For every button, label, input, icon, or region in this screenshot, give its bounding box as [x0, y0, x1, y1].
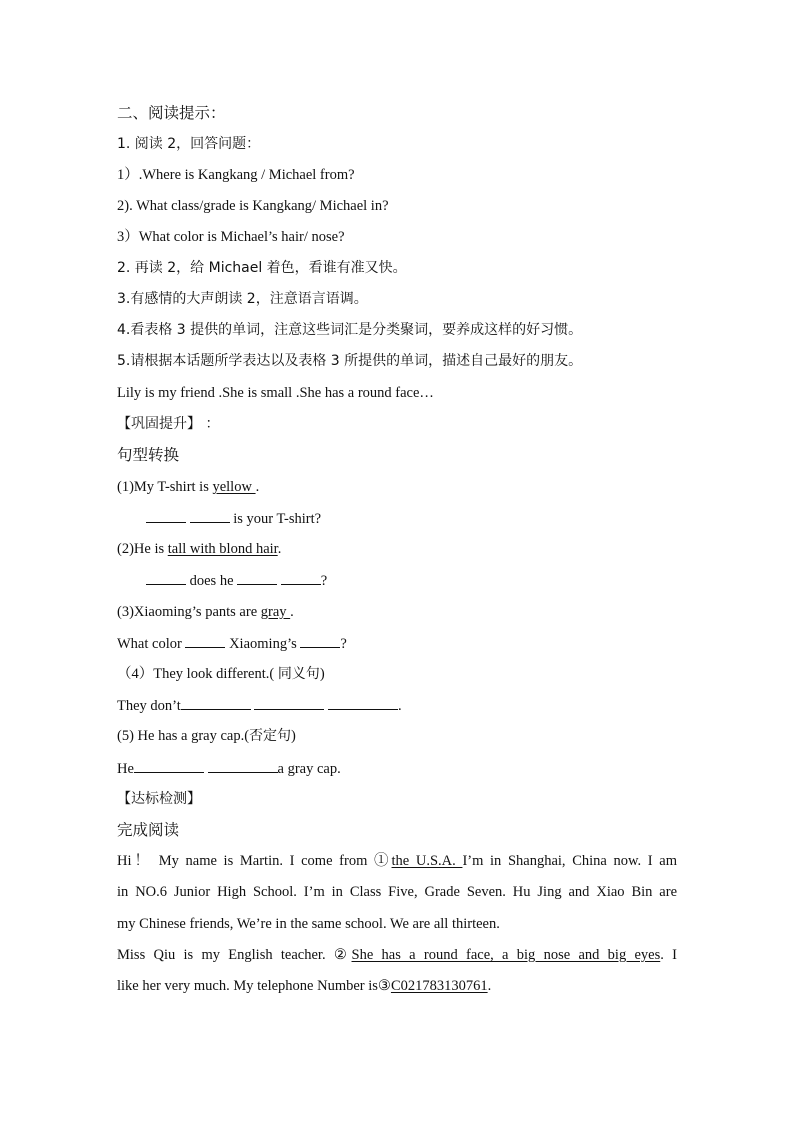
answer-blank[interactable] — [134, 758, 204, 773]
instruction-2: 2. 再读 2，给 Michael 着色，看谁有准又快。 — [117, 260, 407, 276]
test-heading: 【达标检测】 — [117, 791, 201, 807]
answer-blank[interactable] — [237, 570, 277, 585]
answer-blank[interactable] — [254, 695, 324, 710]
reading-heading: 完成阅读 — [117, 821, 180, 839]
answer-blank[interactable] — [146, 570, 186, 585]
exercise-2-underlined: tall with blond hair — [167, 541, 278, 557]
passage-underlined-2: She has a round face, a big nose and big eyes — [351, 947, 661, 963]
answer-blank[interactable] — [146, 508, 186, 523]
exercise-3: (3)Xiaoming’s pants are gray . — [117, 604, 294, 620]
sentence-transform-heading: 句型转换 — [117, 446, 180, 464]
instruction-1: 1. 阅读 2，回答问题： — [117, 136, 261, 152]
question-3: 3）What color is Michael’s hair/ nose? — [117, 229, 345, 245]
exercise-3-answer: What color Xiaoming’s ? — [117, 633, 347, 654]
instruction-5: 5.请根据本话题所学表达以及表格 3 所提供的单词，描述自己最好的朋友。 — [117, 353, 583, 369]
passage-underlined-3: C021783130761 — [390, 978, 488, 994]
exercise-2-answer: does he ? — [146, 570, 327, 591]
exercise-4-answer: They don’t . — [117, 695, 402, 716]
answer-blank[interactable] — [300, 633, 340, 648]
passage-line-3: my Chinese friends, We’re in the same school. We are all thirteen. — [117, 916, 500, 932]
instruction-3: 3.有感情的大声朗读 2，注意语言语调。 — [117, 291, 368, 307]
exercise-5-answer: He a gray cap. — [117, 758, 341, 779]
answer-blank[interactable] — [181, 695, 251, 710]
question-1: 1）.Where is Kangkang / Michael from? — [117, 167, 355, 183]
passage-line-1: Hi！ My name is Martin. I come from ①the U.S.A. I’m in Shanghai, China now. I am — [117, 853, 677, 869]
passage-line-4: Miss Qiu is my English teacher. ②She has a round face, a big nose and big eyes. I — [117, 947, 677, 963]
answer-blank[interactable] — [281, 570, 321, 585]
exercise-5: (5) He has a gray cap.(否定句) — [117, 728, 296, 744]
section-title: 二、阅读提示： — [117, 104, 226, 122]
exercise-1-underlined: yellow — [212, 479, 256, 495]
answer-blank[interactable] — [208, 758, 278, 773]
instruction-4: 4.看表格 3 提供的单词，注意这些词汇是分类聚词，要养成这样的好习惯。 — [117, 322, 583, 338]
passage-line-2: in NO.6 Junior High School. I’m in Class Five, Grade Seven. Hu Jing and Xiao Bin are — [117, 884, 677, 900]
answer-blank[interactable] — [190, 508, 230, 523]
passage-underlined-1: the U.S.A. — [391, 853, 463, 869]
question-2: 2). What class/grade is Kangkang/ Michael in? — [117, 198, 389, 214]
consolidate-heading: 【巩固提升】 ： — [117, 416, 220, 432]
passage-line-5: like her very much. My telephone Number is③C021783130761. — [117, 978, 492, 994]
exercise-2: (2)He is tall with blond hair. — [117, 541, 282, 557]
example-description: Lily is my friend .She is small .She has a round face… — [117, 385, 434, 401]
exercise-3-underlined: gray — [260, 604, 291, 620]
exercise-1-answer: is your T-shirt? — [146, 508, 321, 529]
exercise-1: (1)My T-shirt is yellow . — [117, 479, 260, 495]
answer-blank[interactable] — [328, 695, 398, 710]
exercise-4: （4）They look different.( 同义句) — [117, 666, 325, 682]
answer-blank[interactable] — [185, 633, 225, 648]
